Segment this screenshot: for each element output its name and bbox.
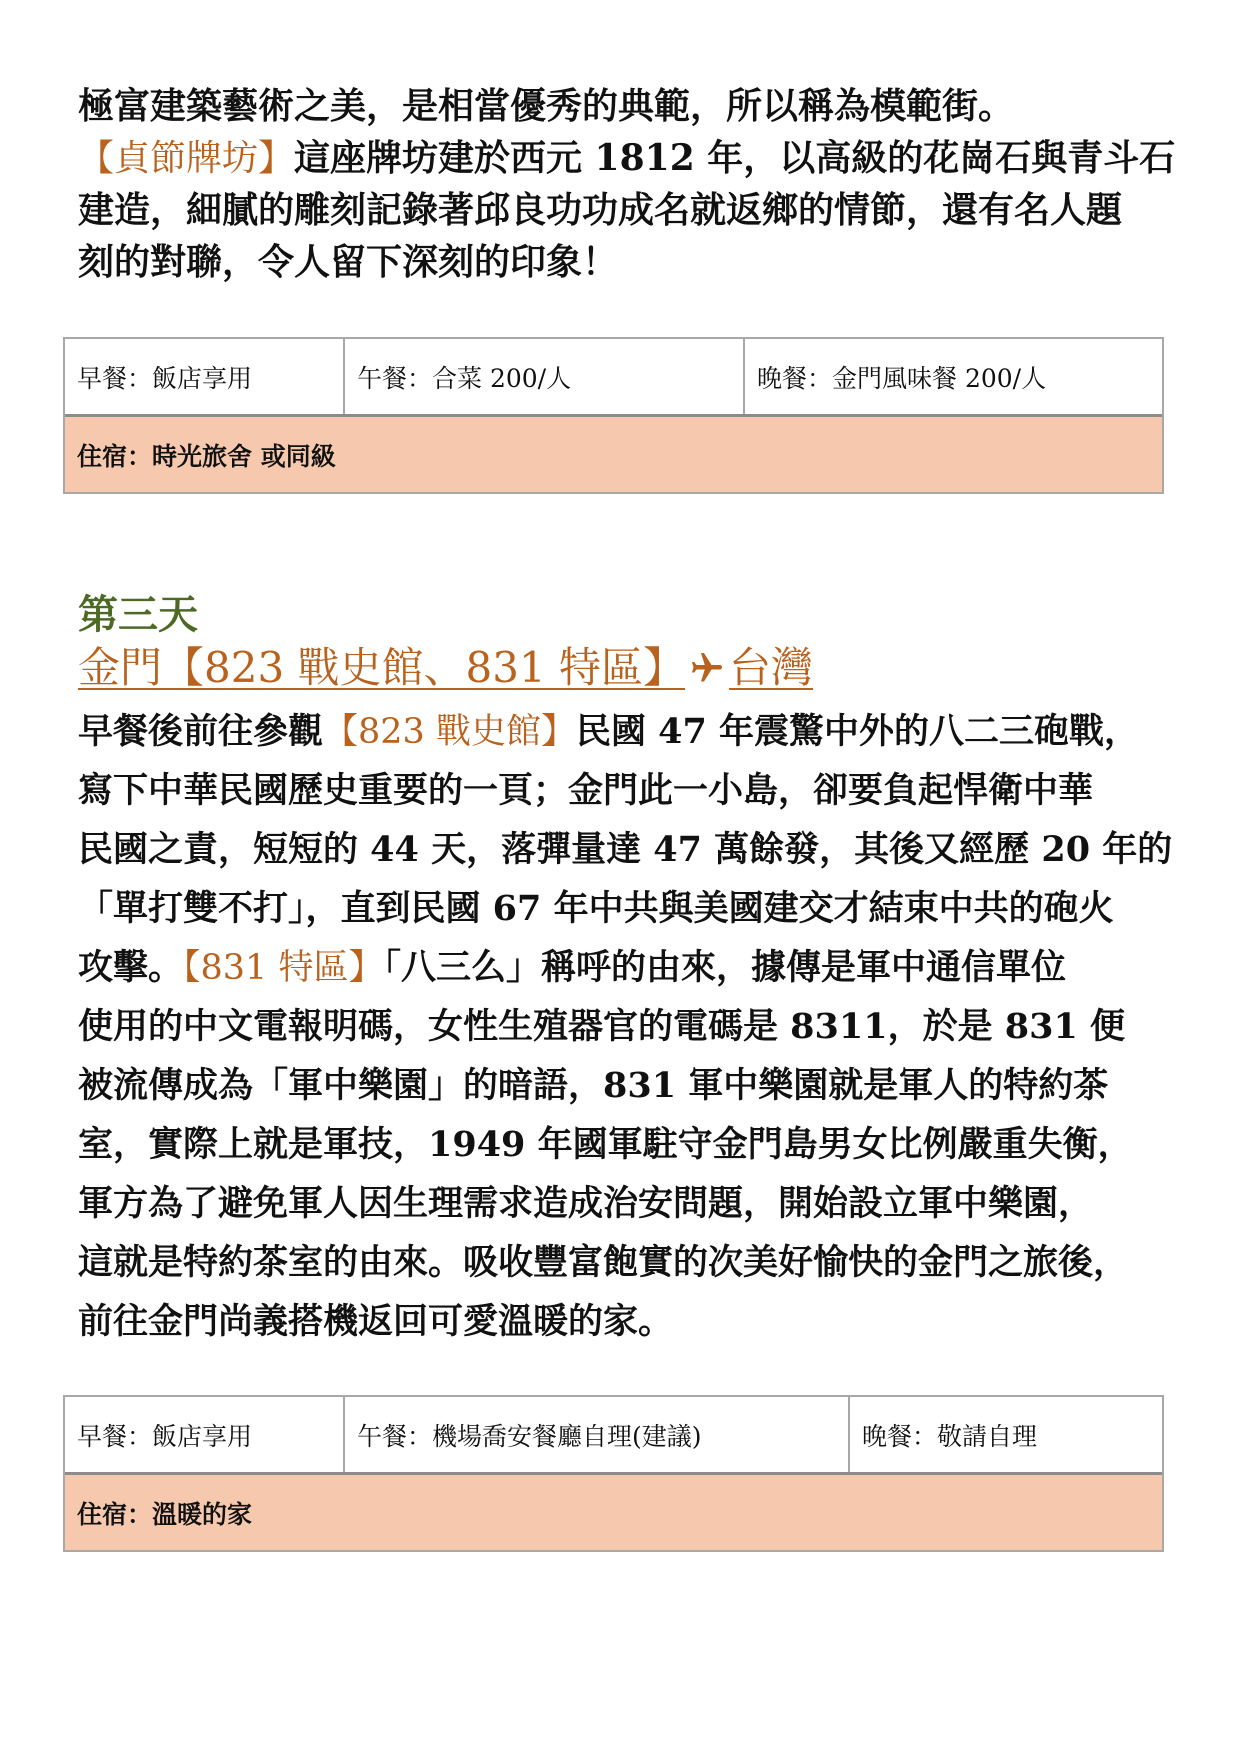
- breakfast-cell: 早餐：飯店享用: [65, 339, 345, 414]
- body-line: [78, 997, 1178, 1056]
- meals-row: [65, 1397, 1162, 1475]
- lodging-cell: 住宿：溫暖的家: [65, 1475, 1162, 1550]
- body-line: [78, 938, 1178, 997]
- body-text: 寫下中華民國歷史重要的一頁；金門此一小島，卻要負起悍衛中華: [78, 770, 1094, 811]
- day-heading: 第三天: [78, 591, 198, 638]
- meal-table-day2: [63, 337, 1164, 494]
- intro-text: 極富建築藝術之美，是相當優秀的典範，所以稱為模範街。: [78, 85, 1015, 127]
- intro-line: [78, 80, 1178, 132]
- lunch-cell: 午餐：機場喬安餐廳自理(建議): [345, 1397, 850, 1472]
- body-text: 室，實際上就是軍技，1949 年國軍駐守金門島男女比例嚴重失衡，: [78, 1124, 1133, 1165]
- zhenjie-paifang-highlight: 【貞節牌坊】: [78, 138, 295, 179]
- body-text: 民國 47 年震驚中外的八二三砲戰，: [575, 711, 1140, 752]
- meal-table-day3: [63, 1395, 1164, 1552]
- intro-paragraph: [78, 80, 1178, 288]
- body-text: 前往金門尚義搭機返回可愛溫暖的家。: [78, 1301, 674, 1342]
- breakfast-cell: 早餐：飯店享用: [65, 1397, 345, 1472]
- war-museum-highlight: 【823 戰史館】: [323, 712, 576, 752]
- intro-line: [78, 184, 1178, 236]
- body-line: [78, 1056, 1178, 1115]
- body-line: [78, 1115, 1178, 1174]
- intro-line: [78, 132, 1178, 184]
- lunch-cell: 午餐：合菜 200/人: [345, 339, 745, 414]
- body-text: 這就是特約茶室的由來。吸收豐富飽實的次美好愉快的金門之旅後，: [78, 1242, 1129, 1283]
- body-text: 被流傳成為「軍中樂園」的暗語，831 軍中樂園就是軍人的特約茶: [78, 1065, 1109, 1106]
- body-text: 民國之責，短短的 44 天，落彈量達 47 萬餘發，其後又經歷 20 年的: [78, 829, 1173, 870]
- intro-text: 刻的對聯，令人留下深刻的印象！: [78, 241, 619, 283]
- airplane-icon: [689, 640, 725, 696]
- intro-text: 建造，細膩的雕刻記錄著邱良功功成名就返鄉的情節，還有名人題: [78, 189, 1123, 231]
- intro-text: 這座牌坊建於西元 1812 年，以高級的花崗石與青斗石: [294, 137, 1176, 179]
- day3-description: [78, 702, 1178, 1351]
- body-line: [78, 820, 1178, 879]
- special-zone-highlight: 【831 特區】: [183, 948, 384, 988]
- route-destination: 台灣: [729, 643, 814, 692]
- body-line: [78, 1174, 1178, 1233]
- body-text: 「八三么」稱呼的由來，據傳是軍中通信單位: [383, 947, 1066, 988]
- dinner-cell: 晚餐：敬請自理: [862, 1421, 1038, 1451]
- body-line: [78, 761, 1178, 820]
- body-line: [78, 879, 1178, 938]
- body-text: 「單打雙不打」，直到民國 67 年中共與美國建交才結束中共的砲火: [78, 888, 1114, 929]
- body-line: [78, 1233, 1178, 1292]
- lodging-cell: 住宿：時光旅舍 或同級: [65, 417, 1162, 492]
- dinner-cell: 晚餐：金門風味餐 200/人: [757, 363, 1047, 393]
- route-heading: [78, 640, 813, 696]
- body-line: [78, 702, 1178, 761]
- meals-row: [65, 339, 1162, 417]
- intro-line: [78, 236, 1178, 288]
- body-text: 攻擊。: [78, 947, 184, 988]
- route-origin: 金門【823 戰史館、831 特區】: [78, 643, 686, 692]
- body-text: 使用的中文電報明碼，女性生殖器官的電碼是 8311，於是 831 便: [78, 1006, 1126, 1047]
- body-text: 早餐後前往參觀: [78, 711, 324, 752]
- body-line: [78, 1292, 1178, 1351]
- body-text: 軍方為了避免軍人因生理需求造成治安問題，開始設立軍中樂園，: [78, 1183, 1094, 1224]
